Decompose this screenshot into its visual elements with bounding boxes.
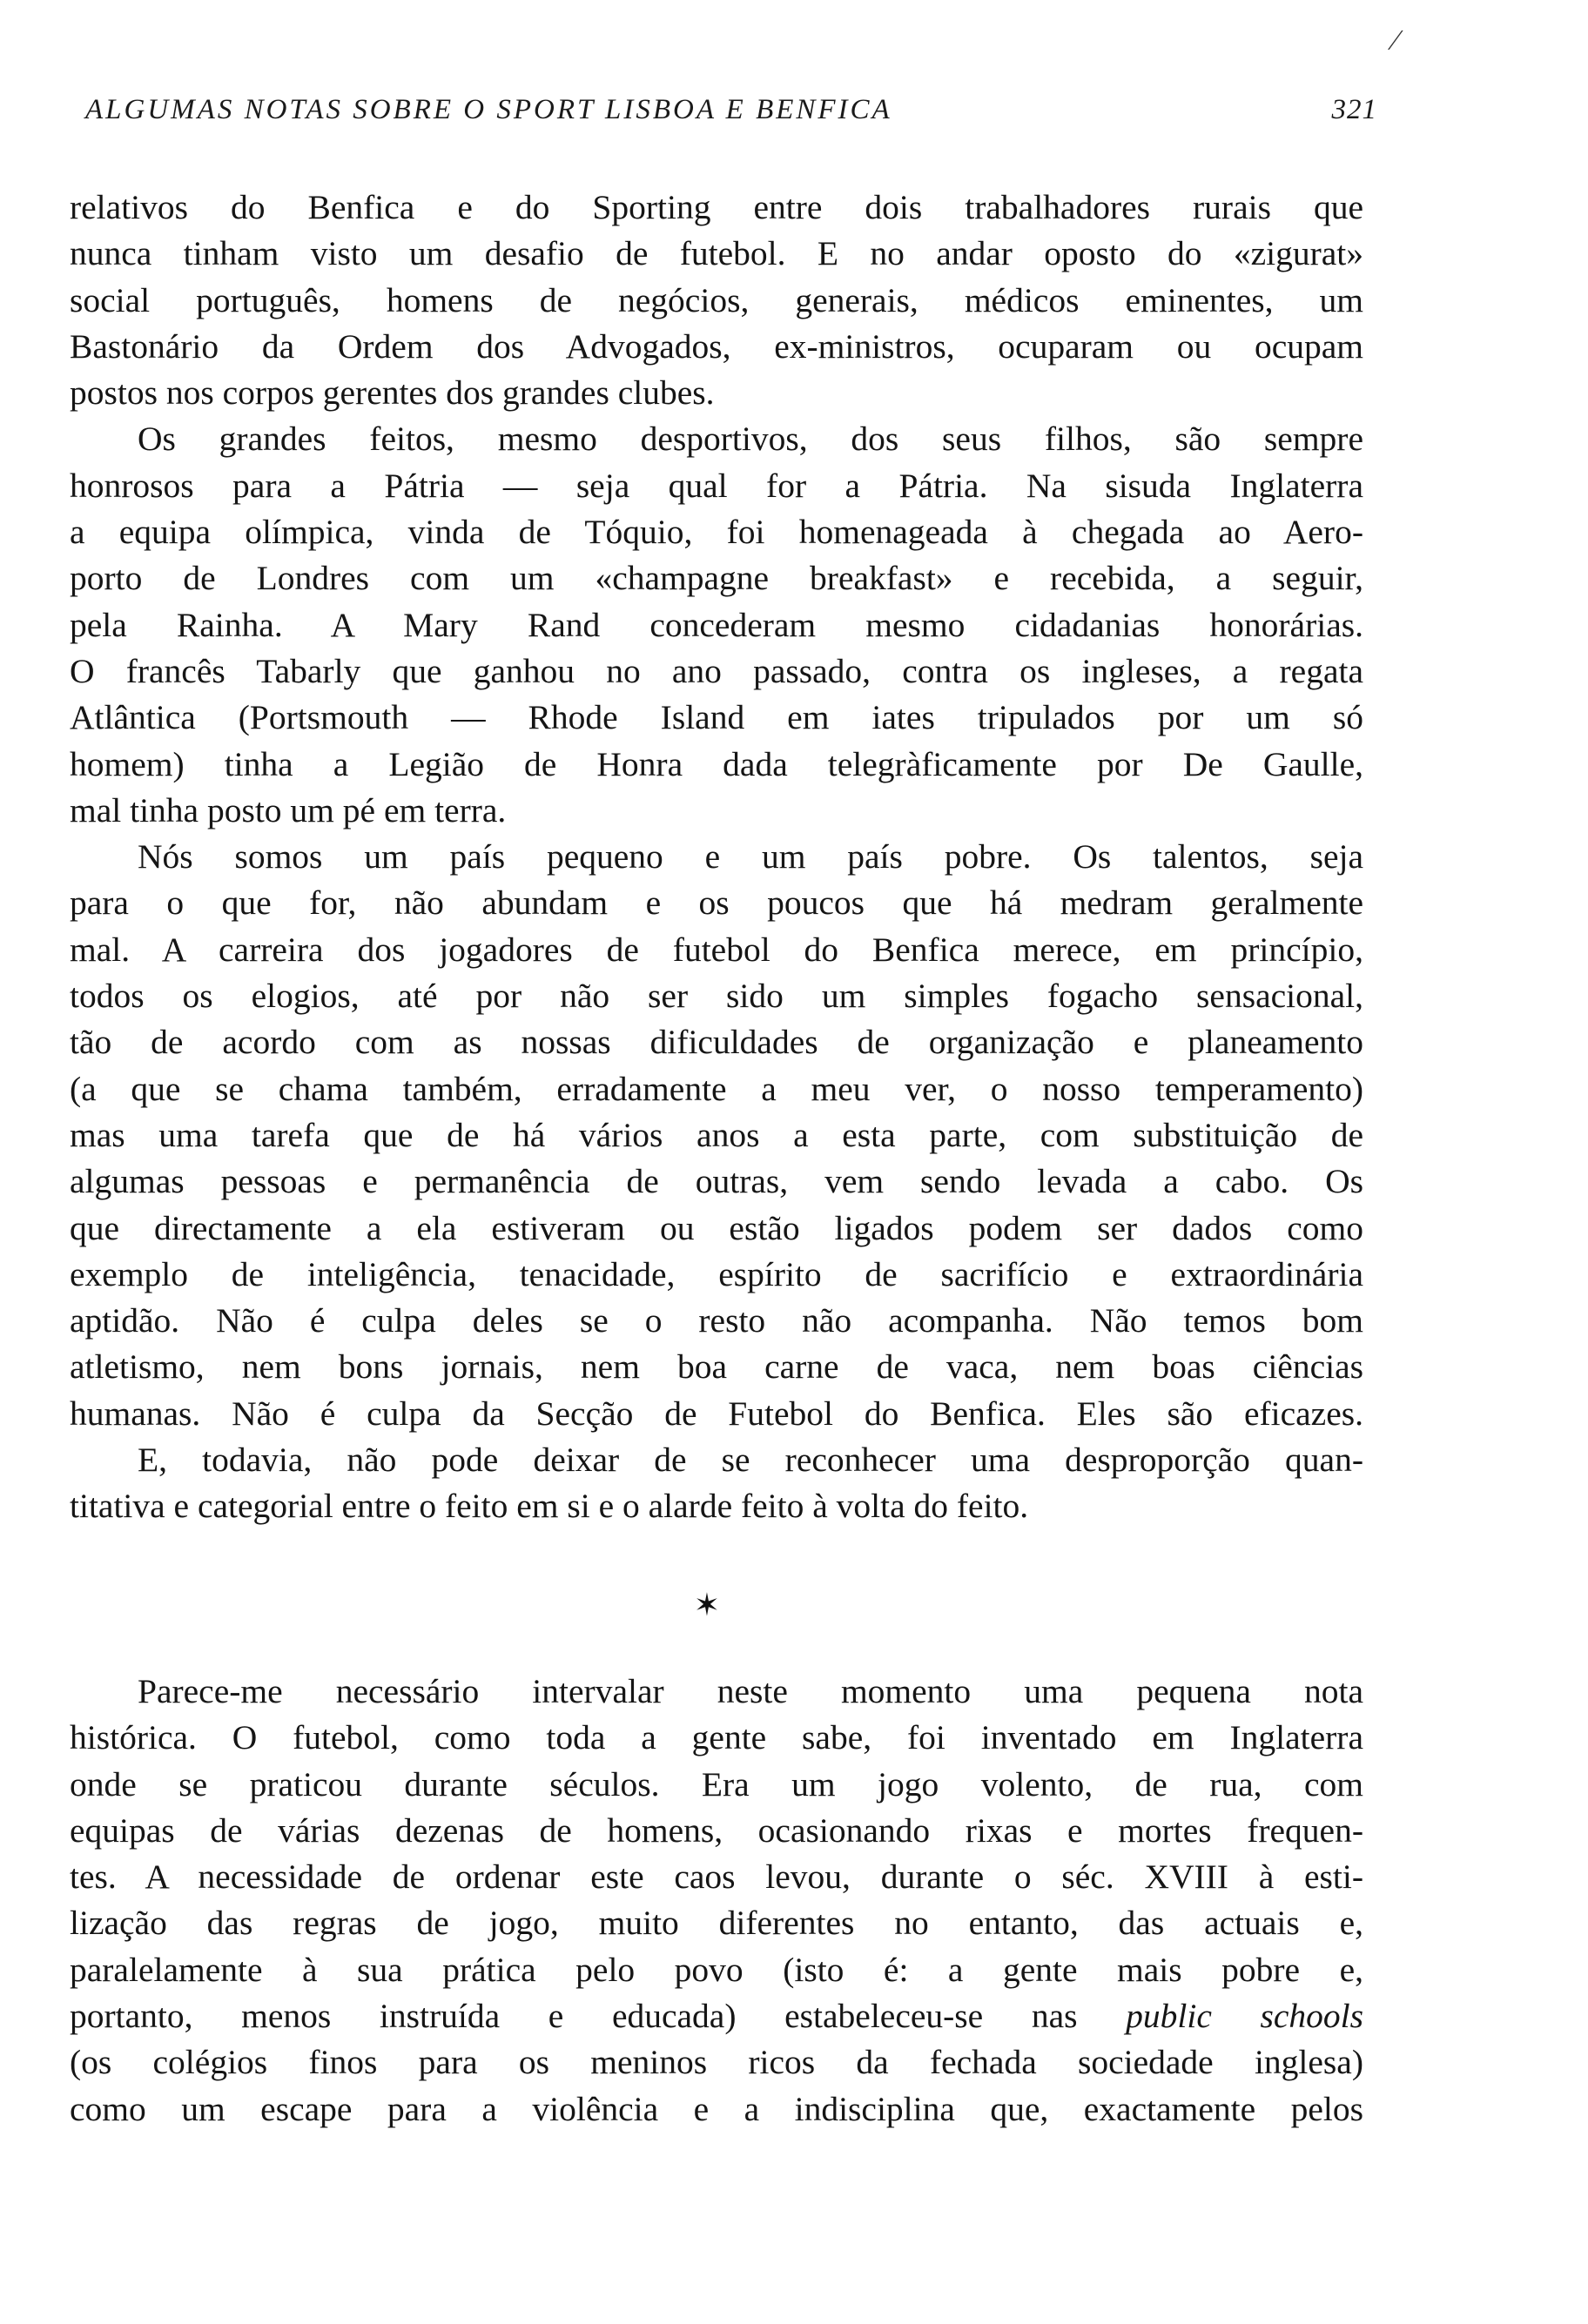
- text-line: honrosos para a Pátria — seja qual for a Pátria. Na sisuda Inglaterra: [70, 466, 1363, 505]
- text-line: mal tinha posto um pé em terra.: [70, 790, 507, 830]
- text-line: mas uma tarefa que de há vários anos a esta parte, com substituição de: [70, 1115, 1363, 1154]
- text-line: social português, homens de negócios, generais, médicos eminentes, um: [70, 280, 1363, 319]
- italic-term: public schools: [1126, 1997, 1364, 2036]
- text-line: Bastonário da Ordem dos Advogados, ex-ministros, ocuparam ou ocupam: [70, 326, 1363, 366]
- text-segment: portanto, menos instruída e educada) estabeleceu-se nas: [70, 1997, 1078, 2036]
- text-line: paralelamente à sua prática pelo povo (isto é: a gente mais pobre e,: [70, 1950, 1363, 1989]
- text-line: titativa e categorial entre o feito em si e o alarde feito à volta do feito.: [70, 1487, 1029, 1526]
- text-line: mal. A carreira dos jogadores de futebol do Benfica merece, em princípio,: [70, 930, 1363, 969]
- section-separator-icon: ✶: [693, 1588, 721, 1622]
- text-line: exemplo de inteligência, tenacidade, espírito de sacrifício e extraordinária: [70, 1254, 1363, 1293]
- text-line-with-italic: [70, 1993, 1363, 2039]
- text-line: a equipa olímpica, vinda de Tóquio, foi homenageada à chegada ao Aero-: [70, 513, 1363, 552]
- running-head: [85, 94, 1377, 132]
- text-line: Nós somos um país pequeno e um país pobre. Os talentos, seja: [138, 837, 1363, 877]
- text-line: porto de Londres com um «champagne breakfast» e recebida, a seguir,: [70, 559, 1363, 598]
- text-line: todos os elogios, até por não ser sido um simples fogacho sensacional,: [70, 977, 1363, 1016]
- text-line: O francês Tabarly que ganhou no ano passado, contra os ingleses, a regata: [70, 651, 1363, 690]
- text-line: relativos do Benfica e do Sporting entre dois trabalhadores rurais que: [70, 188, 1363, 226]
- running-title: ALGUMAS NOTAS SOBRE O SPORT LISBOA E BENFICA: [85, 94, 892, 125]
- text-line: (a que se chama também, erradamente a meu ver, o nosso temperamento): [70, 1069, 1363, 1108]
- text-line: E, todavia, não pode deixar de se reconhecer uma desproporção quan-: [138, 1441, 1363, 1480]
- text-line: para o que for, não abundam e os poucos que há medram geralmente: [70, 883, 1363, 923]
- text-line: como um escape para a violência e a indisciplina que, exactamente pelos: [70, 2089, 1363, 2128]
- text-line: tão de acordo com as nossas dificuldades de organização e planeamento: [70, 1023, 1363, 1062]
- pencil-mark: ⁄: [1393, 24, 1398, 57]
- section-body-1: [70, 185, 1363, 1530]
- text-line: tes. A necessidade de ordenar este caos levou, durante o séc. XVIII à esti-: [70, 1857, 1363, 1897]
- text-line: Parece-me necessário intervalar neste momento uma pequena nota: [138, 1672, 1363, 1710]
- text-line: postos nos corpos gerentes dos grandes clubes.: [70, 373, 715, 413]
- section-body-2: [70, 1669, 1363, 2133]
- text-line: Os grandes feitos, mesmo desportivos, dos seus filhos, são sempre: [138, 420, 1363, 459]
- text-line: algumas pessoas e permanência de outras, vem sendo levada a cabo. Os: [70, 1162, 1363, 1201]
- text-line: Atlântica (Portsmouth — Rhode Island em iates tripulados por um só: [70, 698, 1363, 737]
- text-line: que directamente a ela estiveram ou estão ligados podem ser dados como: [70, 1208, 1363, 1247]
- text-line: equipas de várias dezenas de homens, ocasionando rixas e mortes frequen-: [70, 1810, 1363, 1850]
- page-number: 321: [1331, 94, 1377, 125]
- text-line: aptidão. Não é culpa deles se o resto não acompanha. Não temos bom: [70, 1301, 1363, 1340]
- text-line: atletismo, nem bons jornais, nem boa carne de vaca, nem boas ciências: [70, 1347, 1363, 1387]
- text-line: histórica. O futebol, como toda a gente sabe, foi inventado em Inglaterra: [70, 1718, 1363, 1757]
- text-line: lização das regras de jogo, muito diferentes no entanto, das actuais e,: [70, 1904, 1363, 1943]
- text-line: (os colégios finos para os meninos ricos da fechada sociedade inglesa): [70, 2043, 1363, 2082]
- text-line: humanas. Não é culpa da Secção de Futebol do Benfica. Eles são eficazes.: [70, 1394, 1363, 1433]
- text-line: pela Rainha. A Mary Rand concederam mesmo cidadanias honorárias.: [70, 605, 1363, 644]
- text-line: nunca tinham visto um desafio de futebol. E no andar oposto do «zigurat»: [70, 234, 1363, 273]
- text-line: homem) tinha a Legião de Honra dada telegràficamente por De Gaulle,: [70, 744, 1363, 783]
- text-line: onde se praticou durante séculos. Era um jogo volento, de rua, com: [70, 1764, 1363, 1803]
